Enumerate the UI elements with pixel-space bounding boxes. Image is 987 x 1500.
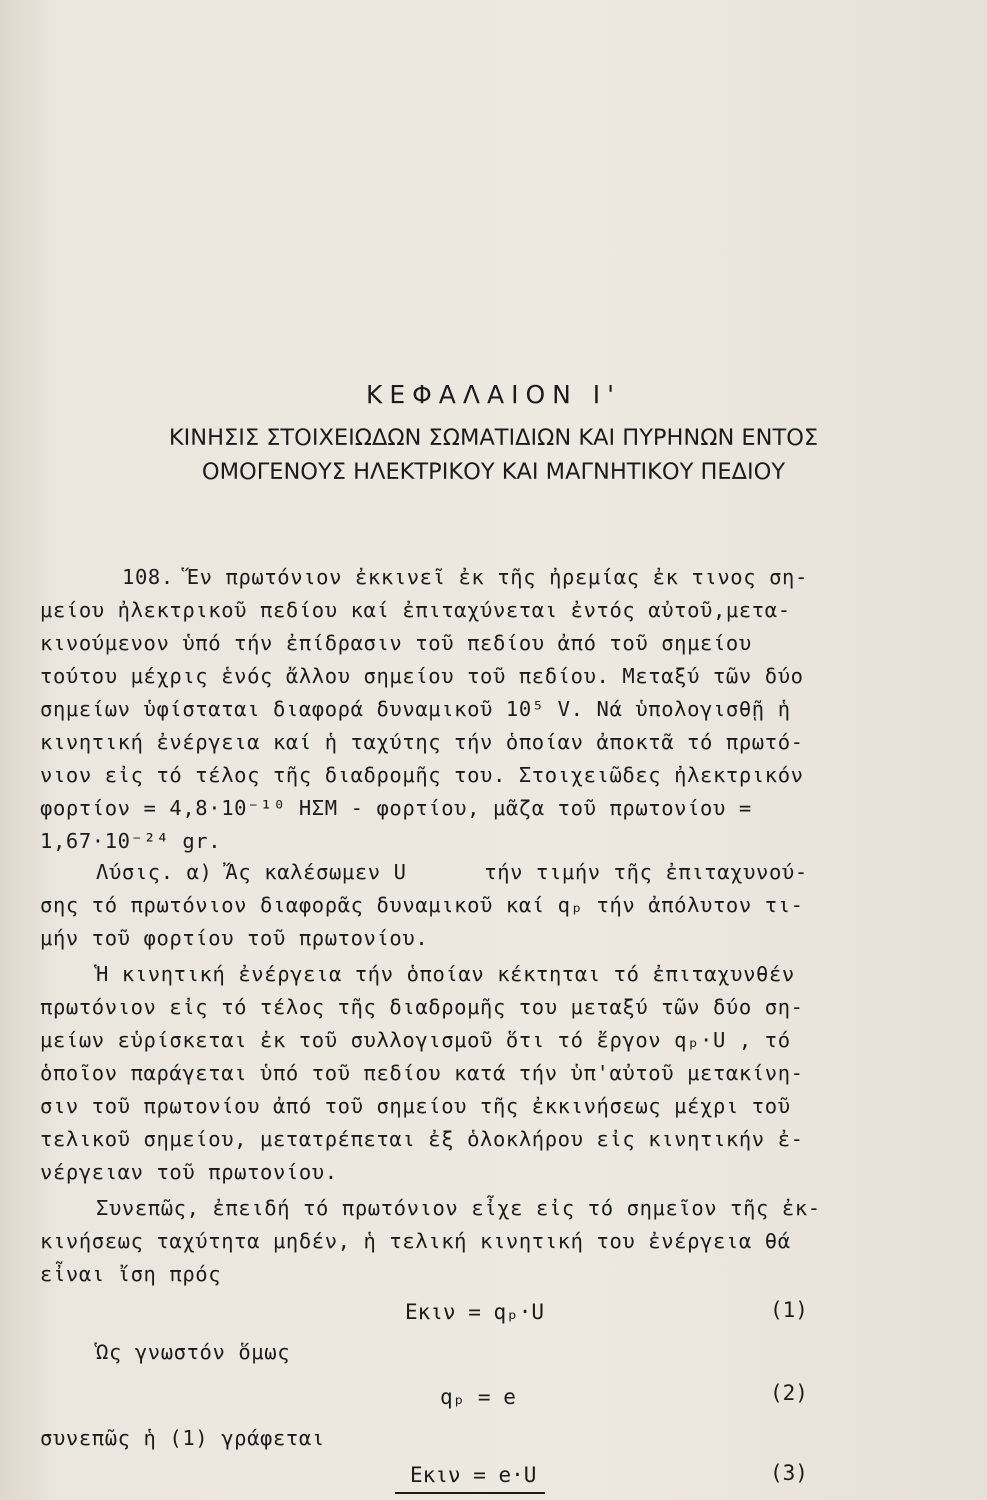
problem-line: νιον εἰς τό τέλος τῆς διαδρομῆς του. Στοιχειῶδες ἠλεκτρικόν — [40, 763, 804, 787]
chapter-heading — [0, 421, 987, 489]
solution-line: μείων εὑρίσκεται ἐκ τοῦ συλλογισμοῦ ὅτι τό ἔργον qₚ·U , τό — [40, 1028, 791, 1052]
solution-line: σιν τοῦ πρωτονίου ἀπό τοῦ σημείου τῆς ἐκκινήσεως μέχρι τοῦ — [40, 1094, 791, 1118]
solution-line: εἶναι ἴση πρός — [40, 1262, 222, 1286]
solution-line: Συνεπῶς, ἐπειδή τό πρωτόνιον εἶχε εἰς τό σημεῖον τῆς ἐκ- — [96, 1196, 821, 1220]
solution-line: Λύσις. α) Ἄς καλέσωμεν U τήν τιμήν τῆς ἐπιταχυνού- — [96, 860, 808, 884]
problem-line: 1,67·10⁻²⁴ gr. — [40, 829, 222, 853]
equation-2-number: (2) — [770, 1381, 808, 1405]
problem-line: σημείων ὑφίσταται διαφορά δυναμικοῦ 10⁵ V. Νά ὑπολογισθῇ ἡ — [40, 697, 791, 721]
problem-line: μείου ἠλεκτρικοῦ πεδίου καί ἐπιταχύνεται ἐντός αὐτοῦ,μετα- — [40, 598, 791, 622]
solution-line: Ἡ κινητική ἐνέργεια τήν ὁποίαν κέκτηται τό ἐπιταχυνθέν — [96, 962, 795, 986]
equation-1: Eκιν = qₚ·U — [405, 1300, 545, 1324]
equation-2: qₚ = e — [440, 1385, 516, 1409]
solution-line: νέργειαν τοῦ πρωτονίου. — [40, 1160, 338, 1184]
problem-line: τούτου μέχρις ἑνός ἄλλου σημείου τοῦ πεδίου. Μεταξύ τῶν δύο — [40, 664, 804, 688]
problem-line: κινητική ἐνέργεια καί ἡ ταχύτης τήν ὁποίαν ἀποκτᾶ τό πρωτό- — [40, 730, 804, 754]
equation-3-lead: συνεπῶς ἡ (1) γράφεται — [40, 1426, 325, 1450]
problem-line: 108. Ἕν πρωτόνιον ἐκκινεῖ ἐκ τῆς ἠρεμίας ἐκ τινος ση- — [122, 565, 808, 589]
equation-3: Eκιν = e·U — [410, 1463, 537, 1487]
problem-line: κινούμενον ὑπό τήν ἐπίδρασιν τοῦ πεδίου ἀπό τοῦ σημείου — [40, 631, 752, 655]
equation-2-lead: Ὡς γνωστόν ὅμως — [96, 1340, 291, 1364]
solution-line: σης τό πρωτόνιον διαφορᾶς δυναμικοῦ καί qₚ τήν ἀπόλυτον τι- — [40, 893, 804, 917]
equation-3-number: (3) — [770, 1461, 808, 1485]
heading-line: ΟΜΟΓΕΝΟΥΣ ΗΛΕΚΤΡΙΚΟΥ ΚΑΙ ΜΑΓΝΗΤΙΚΟΥ ΠΕΔΙΟΥ — [201, 459, 786, 485]
solution-line: κινήσεως ταχύτητα μηδέν, ἡ τελική κινητική του ἐνέργεια θά — [40, 1229, 791, 1253]
solution-line: πρωτόνιον εἰς τό τέλος τῆς διαδρομῆς του μεταξύ τῶν δύο ση- — [40, 995, 804, 1019]
solution-line: τελικοῦ σημείου, μετατρέπεται ἐξ ὁλοκλήρου εἰς κινητικήν ἐ- — [40, 1127, 804, 1151]
heading-line: ΚΙΝΗΣΙΣ ΣΤΟΙΧΕΙΩΔΩΝ ΣΩΜΑΤΙΔΙΩΝ ΚΑΙ ΠΥΡΗΝΩΝ ΕΝΤΟΣ — [168, 425, 819, 451]
equation-3-underline — [395, 1492, 545, 1494]
equation-1-number: (1) — [770, 1298, 808, 1322]
solution-line: μήν τοῦ φορτίου τοῦ πρωτονίου. — [40, 926, 429, 950]
problem-line: φορτίον = 4,8·10⁻¹⁰ ΗΣΜ - φορτίου, μᾶζα τοῦ πρωτονίου = — [40, 796, 752, 820]
chapter-title: ΚΕΦΑΛΑΙΟΝ Ι' — [365, 380, 622, 409]
solution-line: ὁποῖον παράγεται ὑπό τοῦ πεδίου κατά τήν ὑπ'αὐτοῦ μετακίνη- — [40, 1061, 804, 1085]
